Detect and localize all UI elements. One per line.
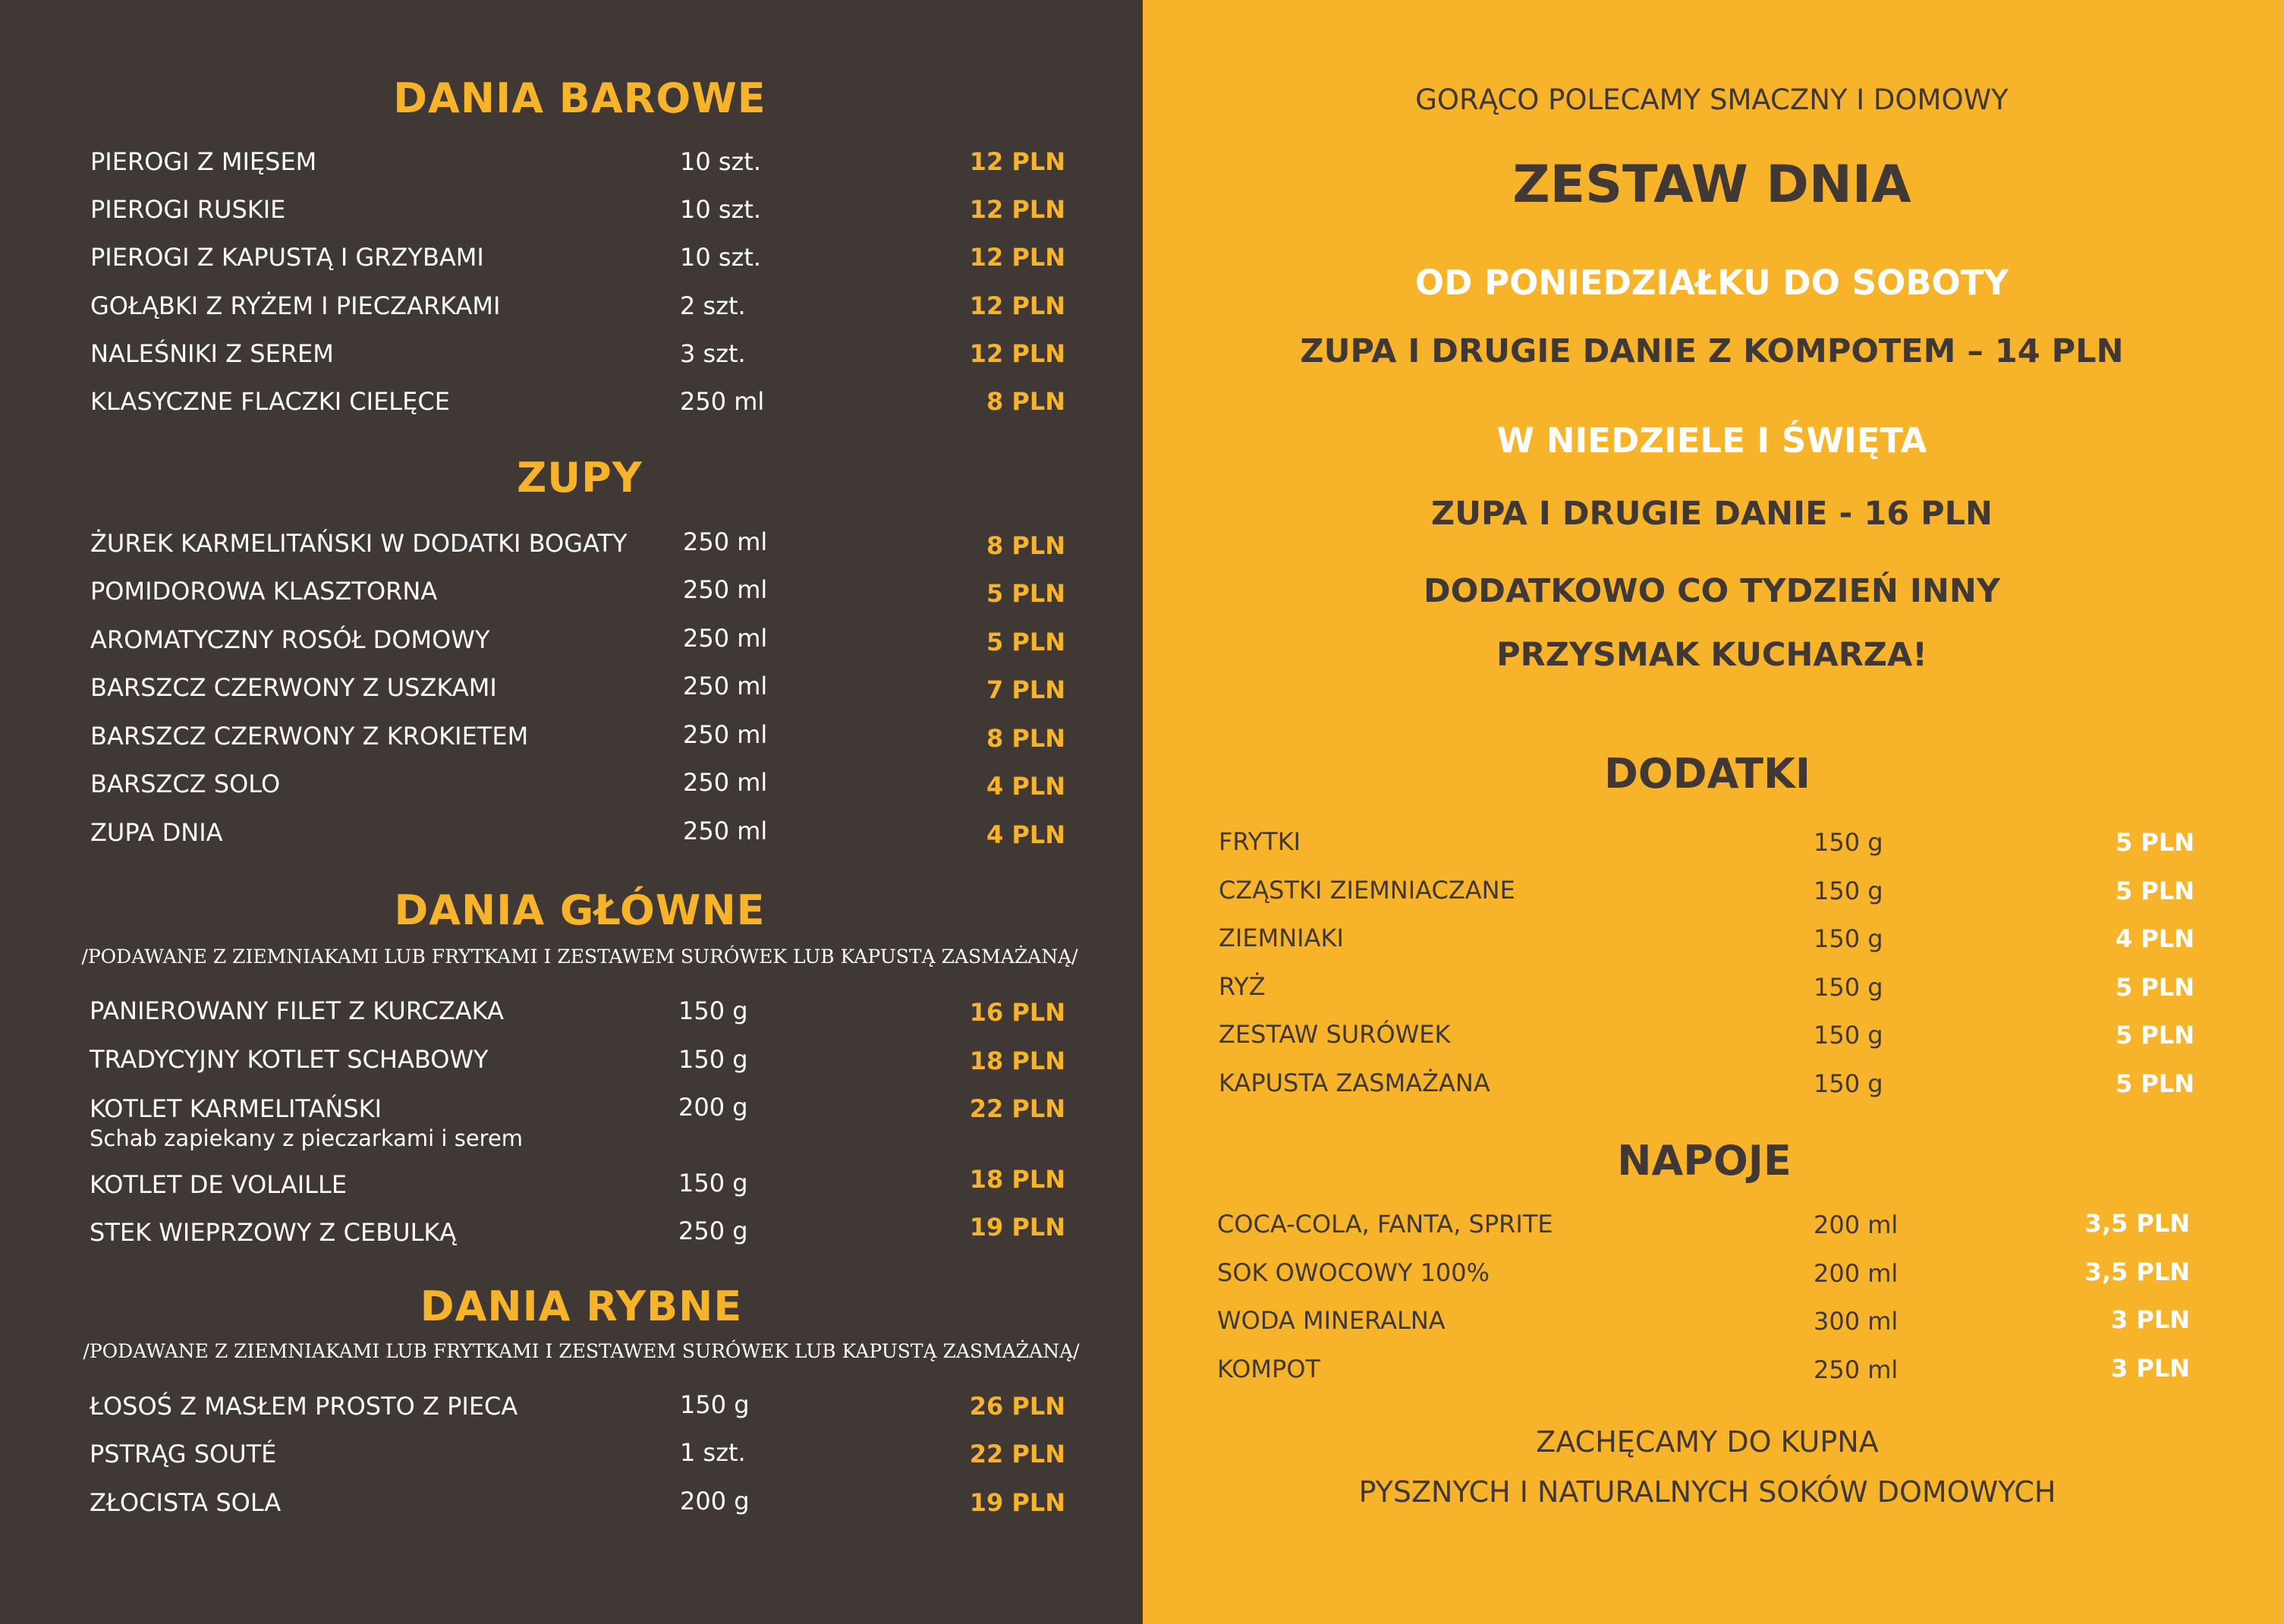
item-price: 8 PLN <box>986 531 1065 560</box>
item-name: AROMATYCZNY ROSÓŁ DOMOWY <box>90 625 490 654</box>
item-price: 5 PLN <box>2115 828 2194 857</box>
item-name: KAPUSTA ZASMAŻANA <box>1219 1069 1490 1097</box>
weekday-offer: ZUPA I DRUGIE DANIE Z KOMPOTEM – 14 PLN <box>1300 332 2124 370</box>
holiday-offer: ZUPA I DRUGIE DANIE - 16 PLN <box>1430 495 1993 533</box>
item-name: KLASYCZNE FLACZKI CIELĘCE <box>90 387 450 416</box>
item-name: ŁOSOŚ Z MASŁEM PROSTO Z PIECA <box>90 1392 518 1421</box>
item-price: 3,5 PLN <box>2084 1209 2190 1238</box>
item-quantity: 250 ml <box>683 672 768 700</box>
item-quantity: 250 ml <box>683 527 768 556</box>
item-name: COCA-COLA, FANTA, SPRITE <box>1217 1210 1553 1238</box>
item-name: POMIDOROWA KLASZTORNA <box>90 577 438 606</box>
item-price: 4 PLN <box>986 772 1065 801</box>
item-name: PIEROGI Z KAPUSTĄ I GRZYBAMI <box>90 243 484 272</box>
item-quantity: 150 g <box>1814 1021 1883 1050</box>
item-name: BARSZCZ CZERWONY Z KROKIETEM <box>90 722 529 751</box>
item-price: 3 PLN <box>2110 1354 2190 1383</box>
item-name: CZĄSTKI ZIEMNIACZANE <box>1219 876 1515 905</box>
item-name: SOK OWOCOWY 100% <box>1217 1258 1490 1287</box>
item-name: PIEROGI RUSKIE <box>90 195 286 224</box>
item-name: STEK WIEPRZOWY Z CEBULKĄ <box>90 1218 457 1247</box>
item-quantity: 250 ml <box>683 817 768 845</box>
item-price: 5 PLN <box>2115 1069 2194 1098</box>
item-name: KOTLET KARMELITAŃSKI <box>90 1094 382 1123</box>
section-title-dodatki: DODATKI <box>1604 750 1811 798</box>
item-price: 4 PLN <box>2115 924 2194 953</box>
item-name: PIEROGI Z MIĘSEM <box>90 147 317 176</box>
item-name: ŻUREK KARMELITAŃSKI W DODATKI BOGATY <box>90 529 628 558</box>
section-title-dania-barowe: DANIA BAROWE <box>393 74 766 122</box>
item-price: 12 PLN <box>969 147 1065 176</box>
item-name: FRYTKI <box>1219 827 1301 856</box>
item-price: 3,5 PLN <box>2084 1257 2190 1286</box>
weekday-label: OD PONIEDZIAŁKU DO SOBOTY <box>1414 263 2009 303</box>
item-name: ZUPA DNIA <box>90 818 223 847</box>
item-quantity: 250 ml <box>683 768 768 797</box>
item-price: 18 PLN <box>969 1046 1065 1075</box>
set-intro: GORĄCO POLECAMY SMACZNY I DOMOWY <box>1415 83 2009 116</box>
item-price: 22 PLN <box>969 1440 1065 1468</box>
item-name: KOMPOT <box>1217 1355 1321 1383</box>
footer-line-2: PYSZNYCH I NATURALNYCH SOKÓW DOMOWYCH <box>1358 1475 2056 1509</box>
item-quantity: 150 g <box>678 1045 748 1074</box>
footer-line-1: ZACHĘCAMY DO KUPNA <box>1536 1425 1879 1459</box>
item-quantity: 200 ml <box>1814 1259 1899 1288</box>
item-quantity: 3 szt. <box>680 339 746 368</box>
item-name: GOŁĄBKI Z RYŻEM I PIECZARKAMI <box>90 291 501 320</box>
item-quantity: 150 g <box>1814 973 1883 1002</box>
item-quantity: 2 szt. <box>680 291 746 320</box>
item-quantity: 200 g <box>678 1093 748 1122</box>
item-price: 12 PLN <box>969 339 1065 368</box>
item-price: 5 PLN <box>2115 973 2194 1002</box>
item-price: 8 PLN <box>986 724 1065 753</box>
item-quantity: 10 szt. <box>680 195 762 224</box>
holiday-label: W NIEDZIELE I ŚWIĘTA <box>1496 420 1927 461</box>
extra-line-1: DODATKOWO CO TYDZIEŃ INNY <box>1424 572 2000 610</box>
item-name: PSTRĄG SOUTÉ <box>90 1440 277 1468</box>
item-price: 22 PLN <box>969 1094 1065 1123</box>
item-name: KOTLET DE VOLAILLE <box>90 1170 348 1199</box>
section-title-dania-rybne: DANIA RYBNE <box>420 1283 743 1330</box>
item-price: 26 PLN <box>969 1392 1065 1421</box>
item-quantity: 150 g <box>1814 877 1883 905</box>
section-title-dania-glowne: DANIA GŁÓWNE <box>394 886 766 934</box>
item-name: NALEŚNIKI Z SEREM <box>90 339 334 368</box>
item-price: 5 PLN <box>2115 1021 2194 1050</box>
item-name: PANIEROWANY FILET Z KURCZAKA <box>90 996 504 1025</box>
item-quantity: 10 szt. <box>680 147 762 176</box>
item-price: 5 PLN <box>986 579 1065 608</box>
item-price: 8 PLN <box>986 387 1065 416</box>
item-name: BARSZCZ SOLO <box>90 770 281 798</box>
item-quantity: 250 g <box>678 1216 748 1245</box>
item-price: 4 PLN <box>986 820 1065 849</box>
item-price: 16 PLN <box>969 998 1065 1027</box>
item-price: 12 PLN <box>969 195 1065 224</box>
item-quantity: 150 g <box>680 1390 750 1419</box>
item-quantity: 250 ml <box>683 624 768 653</box>
item-price: 19 PLN <box>969 1488 1065 1517</box>
item-quantity: 250 ml <box>680 387 765 416</box>
item-quantity: 200 g <box>680 1487 750 1515</box>
item-price: 12 PLN <box>969 243 1065 272</box>
item-price: 5 PLN <box>986 628 1065 656</box>
item-price: 18 PLN <box>969 1165 1065 1194</box>
section-note: /PODAWANE Z ZIEMNIAKAMI LUB FRYTKAMI I ZESTAWEM SURÓWEK LUB KAPUSTĄ ZASMAŻANĄ/ <box>83 1340 1080 1362</box>
section-note: /PODAWANE Z ZIEMNIAKAMI LUB FRYTKAMI I ZESTAWEM SURÓWEK LUB KAPUSTĄ ZASMAŻANĄ/ <box>81 946 1078 968</box>
item-price: 12 PLN <box>969 291 1065 320</box>
item-price: 5 PLN <box>2115 877 2194 905</box>
item-quantity: 150 g <box>1814 1069 1883 1098</box>
item-name: ZŁOCISTA SOLA <box>90 1488 282 1517</box>
item-quantity: 10 szt. <box>680 243 762 272</box>
item-quantity: 250 ml <box>683 575 768 604</box>
item-quantity: 250 ml <box>683 720 768 749</box>
item-name: ZESTAW SURÓWEK <box>1219 1020 1451 1049</box>
item-description: Schab zapiekany z pieczarkami i serem <box>90 1125 524 1151</box>
item-name: ZIEMNIAKI <box>1219 924 1344 952</box>
item-quantity: 1 szt. <box>680 1438 746 1467</box>
section-title-zupy: ZUPY <box>517 454 643 502</box>
item-price: 7 PLN <box>986 675 1065 704</box>
item-name: BARSZCZ CZERWONY Z USZKAMI <box>90 673 497 702</box>
section-title-napoje: NAPOJE <box>1617 1137 1792 1185</box>
item-quantity: 200 ml <box>1814 1210 1899 1239</box>
item-price: 19 PLN <box>969 1213 1065 1242</box>
item-name: TRADYCYJNY KOTLET SCHABOWY <box>90 1045 489 1074</box>
right-menu-panel <box>1143 0 2284 1624</box>
item-quantity: 150 g <box>1814 924 1883 953</box>
item-quantity: 150 g <box>1814 828 1883 857</box>
item-quantity: 250 ml <box>1814 1355 1899 1384</box>
item-quantity: 150 g <box>678 996 748 1025</box>
item-name: WODA MINERALNA <box>1217 1306 1446 1335</box>
item-quantity: 300 ml <box>1814 1307 1899 1336</box>
set-title: ZESTAW DNIA <box>1512 155 1911 215</box>
item-price: 3 PLN <box>2110 1305 2190 1334</box>
item-name: RYŻ <box>1219 972 1266 1001</box>
extra-line-2: PRZYSMAK KUCHARZA! <box>1496 636 1927 674</box>
item-quantity: 150 g <box>678 1169 748 1198</box>
